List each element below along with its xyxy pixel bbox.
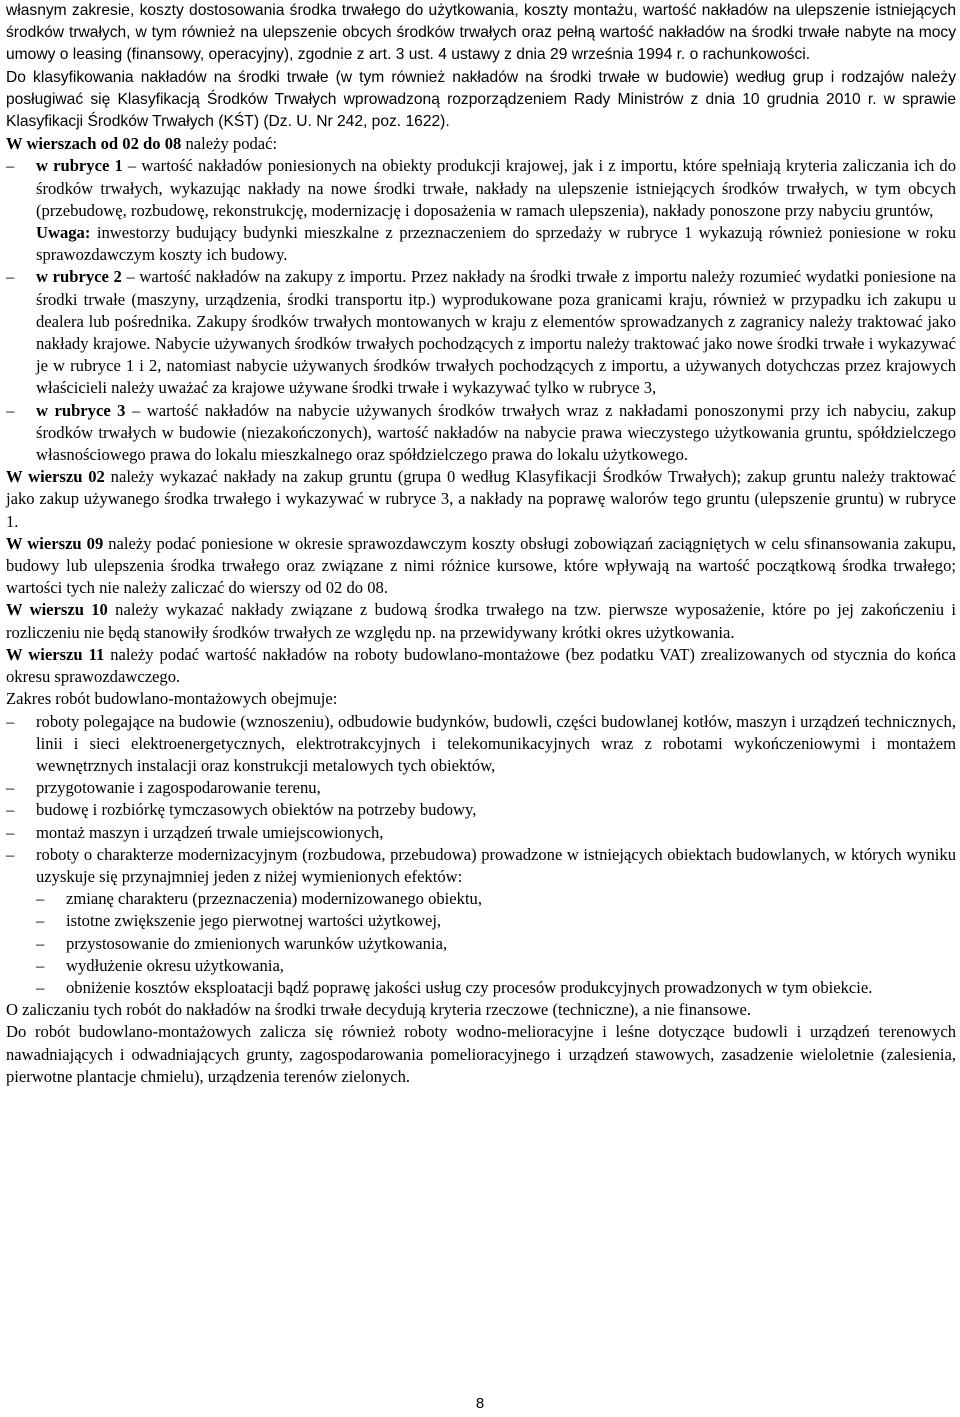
closing-paragraph-2: Do robót budowlano-montażowych zalicza się również roboty wodno-melioracyjne i leśne dotyczące budowli i urządzeń terenowych nawadniających i odwadniających grunty, zagospodarowania pomelioracyjnego i urządzeń stawowych, zasadzenie wieloletnie (zalesienia, pierwotne plantacje chmielu), urządzenia terenów zielonych. [6, 1022, 956, 1086]
closing-paragraph-1: O zaliczaniu tych robót do nakładów na środki trwałe decydują kryteria rzeczowe (techniczne), a nie finansowe. [6, 1000, 752, 1020]
scope-item: – budowę i rozbiórkę tymczasowych obiektów na potrzeby budowy, [6, 799, 956, 821]
intro-paragraph-2: Do klasyfikowania nakładów na środki trwałe (w tym również nakładów na środki trwałe w budowie) według grup i rodzajów należy posługiwać się Klasyfikacją Środków Trwałych wprowadzoną rozporządzeniem Rady Ministrów z dnia 10 grudnia 2010 r. w sprawie Klasyfikacji Środków Trwałych (KŚT) (Dz. U. Nr 242, poz. 1622). [6, 68, 956, 131]
row-02-text: należy wykazać nakłady na zakup gruntu (grupa 0 według Klasyfikacji Środków Trwałych); zakup gruntu należy traktować jako zakup używanego środka trwałego i wykazywać w rubryce 3, a nakłady na poprawę walorów tego gruntu (ulepszenie gruntu) w rubryce 1. [6, 467, 956, 531]
page-number: 8 [475, 1395, 485, 1412]
column-2-item [6, 266, 956, 399]
scope-item: – montaż maszyn i urządzeń trwale umiejscowionych, [6, 822, 956, 844]
column-3-item [6, 400, 956, 467]
row-09-label: W wierszu 09 [6, 533, 104, 553]
scope-subitem: – obniżenie kosztów eksploatacji bądź poprawę jakości usług czy procesów produkcyjnych prowadzonych w tym obiekcie. [36, 977, 956, 999]
column-1-label: w rubryce 1 [36, 156, 123, 176]
scope-subitem: – wydłużenie okresu użytkowania, [36, 955, 956, 977]
row-11-text: należy podać wartość nakładów na roboty budowlano-montażowe (bez podatku VAT) zrealizowanych od stycznia do końca okresu sprawozdawczego. [6, 644, 956, 687]
row-09-paragraph [6, 533, 956, 600]
column-3-label: w rubryce 3 [36, 400, 126, 420]
row-09-text: należy podać poniesione w okresie sprawozdawczym koszty obsługi zobowiązań zaciągniętych w celu sfinansowania zakupu, budowy lub ulepszenia środka trwałego oraz związane z nimi różnice kursowe, które wpływają na wartość początkową środka trwałego; wartości tych nie należy zaliczać do wierszy od 02 do 08. [6, 533, 956, 598]
note-block [6, 222, 956, 266]
scope-subitem: – zmianę charakteru (przeznaczenia) modernizowanego obiektu, [36, 888, 956, 910]
row-11-paragraph [6, 644, 956, 688]
row-10-paragraph [6, 599, 956, 643]
scope-subitem: – przystosowanie do zmienionych warunków użytkowania, [36, 933, 956, 955]
scope-item: – roboty polegające na budowie (wznoszeniu), odbudowie budynków, budowli, części budowlanej kotłów, maszyn i urządzeń technicznych, linii i sieci elektroenergetycznych, elektrotrakcyjnych i telekomunikacyjnych wraz z robotami wykończeniowymi i montażem wewnętrznych instalacji oraz konstrukcji metalowych tych obiektów, [6, 711, 956, 778]
column-3-text: – wartość nakładów na nabycie używanych środków trwałych wraz z nakładami ponoszonymi przy ich nabyciu, zakup środków trwałych w budowie (niezakończonych), wartość nakładów na nabycie prawa wieczystego użytkowania gruntu, spółdzielczego własnościowego prawa do lokalu mieszkalnego oraz spółdzielczego prawa do lokalu użytkowego. [36, 400, 956, 465]
row-02-paragraph [6, 466, 956, 533]
rows-02-08-heading-bold: W wierszach od 02 do 08 [6, 134, 182, 154]
scope-item: – roboty o charakterze modernizacyjnym (rozbudowa, przebudowa) prowadzone w istniejących obiektach budowlanych, w których wyniku uzyskuje się przynajmniej jeden z niżej wymienionych efektów: [6, 844, 956, 888]
column-2-text: – wartość nakładów na zakupy z importu. Przez nakłady na środki trwałe z importu należy rozumieć wydatki poniesione na środki trwałe (maszyny, urządzenia, środki transportu itp.) wyprodukowane poza granicami kraju, również w przypadku ich zakupu u dealera lub pośrednika. Zakupy środków trwałych montowanych w kraju z elementów sprowadzanych z zagranicy należy traktować jako nakłady krajowe. Nabycie używanych środków trwałych pochodzących z importu należy traktować jako nowe środki trwałe i wykazywać je w rubryce 1 i 2, natomiast nabycie używanych środków trwałych pochodzących z importu, a używanych dotychczas przez krajowych właścicieli należy uważać za krajowe używane środki trwałe i wykazywać tylko w rubryce 3, [36, 267, 957, 398]
document-page [6, 0, 956, 1088]
row-02-label: W wierszu 02 [6, 467, 105, 487]
note-label: Uwaga: [36, 223, 91, 243]
column-1-text: – wartość nakładów poniesionych na obiekty produkcji krajowej, jak i z importu, które spełniają kryteria zaliczania ich do środków trwałych, wykazując nakłady na nowe środki trwałe, nakłady na ulepszenie istniejących środków trwałych, w tym obcych (przebudowę, rozbudowę, rekonstrukcję, modernizację i doposażenia w ramach ulepszenia), nakłady ponoszone przy nabyciu gruntów, [36, 156, 956, 220]
scope-heading: Zakres robót budowlano-montażowych obejmuje: [6, 689, 338, 709]
row-11-label: W wierszu 11 [6, 644, 105, 664]
row-10-text: należy wykazać nakłady związane z budową środka trwałego na tzw. pierwsze wyposażenie, które po jej zakończeniu i rozliczeniu nie będą stanowiły środków trwałych ze względu np. na przewidywany krótki okres użytkowania. [6, 600, 956, 642]
row-10-label: W wierszu 10 [6, 600, 108, 620]
intro-paragraph-1: własnym zakresie, koszty dostosowania środka trwałego do użytkowania, koszty montażu, wartość nakładów na ulepszenie istniejących środków trwałych, w tym również na ulepszenie obcych środków trwałych oraz pełną wartość nakładów na środki trwałe nabyte na mocy umowy o leasing (finansowy, operacyjny), zgodnie z art. 3 ust. 4 ustawy z dnia 29 września 1994 r. o rachunkowości. [6, 2, 956, 64]
scope-subitem: – istotne zwiększenie jego pierwotnej wartości użytkowej, [36, 910, 956, 932]
column-1-item [6, 155, 956, 222]
scope-item: – przygotowanie i zagospodarowanie terenu, [6, 777, 956, 799]
note-text: inwestorzy budujący budynki mieszkalne z przeznaczeniem do sprzedaży w rubryce 1 wykazują również poniesione w roku sprawozdawczym koszty ich budowy. [36, 223, 956, 265]
rows-02-08-heading-rest: należy podać: [181, 134, 278, 154]
rows-02-08-heading [6, 133, 956, 155]
column-2-label: w rubryce 2 [36, 267, 122, 287]
